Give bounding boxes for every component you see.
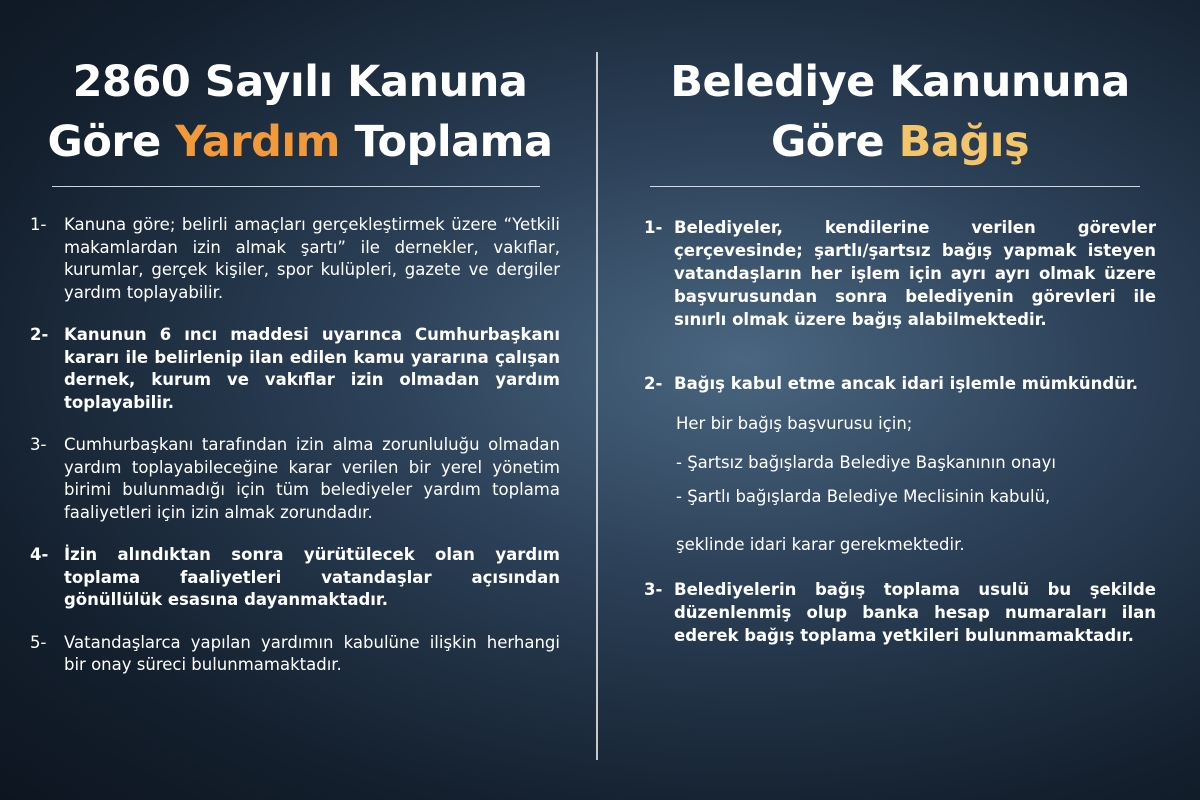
column-divider xyxy=(596,52,598,760)
left-title-line1: 2860 Sayılı Kanuna xyxy=(72,57,528,107)
right-title-highlight: Bağış xyxy=(898,117,1030,167)
left-item-number: 3- xyxy=(30,435,47,454)
left-item-text: Cumhurbaşkanı tarafından izin alma zorunluluğu olmadan yardım toplayabileceğine karar verilen bir yerel yönetim birimi bulunmadığı için tüm belediyeler yardım toplama faaliyetleri için izin almak zorundadır. xyxy=(64,435,560,522)
right-item-3 xyxy=(644,578,1156,647)
left-item-number: 1- xyxy=(30,215,47,234)
left-title-line2-pre: Göre xyxy=(47,117,176,167)
right-item-text: Belediyeler, kendilerine verilen görevler çerçevesinde; şartlı/şartsız bağış yapmak isteyen vatandaşların her işlem için ayrı ayrı olmak üzere başvurusundan sonra belediyenin görevleri ile sınırlı olmak üzere bağış alabilmektedir. xyxy=(674,218,1156,329)
right-item-number: 2- xyxy=(644,374,663,393)
left-item-number: 5- xyxy=(30,632,47,652)
left-item-1 xyxy=(30,214,560,304)
right-item-number: 1- xyxy=(644,218,663,237)
left-title-highlight: Yardım xyxy=(175,117,340,167)
left-item-text: Kanuna göre; belirli amaçları gerçekleştirmek üzere “Yetkili makamlardan izin almak şartı” ile dernekler, vakıflar, kurumlar, gerçek kişiler, spor kulüpleri, gazete ve dergiler yardım toplayabilir. xyxy=(64,215,560,302)
right-item-text: Belediyelerin bağış toplama usulü bu şekilde düzenlenmiş olup banka hesap numaraları ilan ederek bağış toplama yetkileri bulunmamaktadır. xyxy=(674,580,1156,645)
left-title xyxy=(20,52,580,172)
left-item-text: Vatandaşlarca yapılan yardımın kabulüne ilişkin herhangi bir onay süreci bulunmamaktadır. xyxy=(64,632,560,674)
left-title-line2-post: Toplama xyxy=(339,117,553,167)
right-column xyxy=(644,216,1156,676)
left-column xyxy=(30,214,560,697)
left-item-number: 4- xyxy=(30,545,49,564)
right-item-number: 3- xyxy=(644,580,663,599)
right-item-1 xyxy=(644,216,1156,331)
left-item-text: Kanunun 6 ıncı maddesi uyarınca Cumhurbaşkanı kararı ile belirlenip ilan edilen kamu yararına çalışan dernek, kurum ve vakıflar izin olmadan yardım toplayabilir. xyxy=(64,325,560,412)
right-title-line1: Belediye Kanununa xyxy=(670,57,1130,107)
right-title-line2-pre: Göre xyxy=(770,117,899,167)
left-title-underline xyxy=(52,186,540,187)
left-item-number: 2- xyxy=(30,325,49,344)
left-item-text: İzin alındıktan sonra yürütülecek olan yardım toplama faaliyetleri vatandaşlar açısından gönüllülük esasına dayanmaktadır. xyxy=(64,545,560,609)
right-item-2 xyxy=(644,372,1156,395)
right-sub-outro: şeklinde idari karar gerekmektedir. xyxy=(676,535,965,554)
left-item-5 xyxy=(30,632,560,677)
left-item-4 xyxy=(30,544,560,612)
left-item-3 xyxy=(30,434,560,524)
right-title xyxy=(620,52,1180,172)
right-title-underline xyxy=(650,186,1140,187)
right-item-text: Bağış kabul etme ancak idari işlemle mümkündür. xyxy=(674,374,1138,393)
left-item-2 xyxy=(30,324,560,414)
right-sub-item-2: - Şartlı bağışlarda Belediye Meclisinin kabulü, xyxy=(676,487,1051,506)
right-sub-item-1: - Şartsız bağışlarda Belediye Başkanının onayı xyxy=(676,453,1057,472)
right-sub-intro: Her bir bağış başvurusu için; xyxy=(676,414,913,433)
